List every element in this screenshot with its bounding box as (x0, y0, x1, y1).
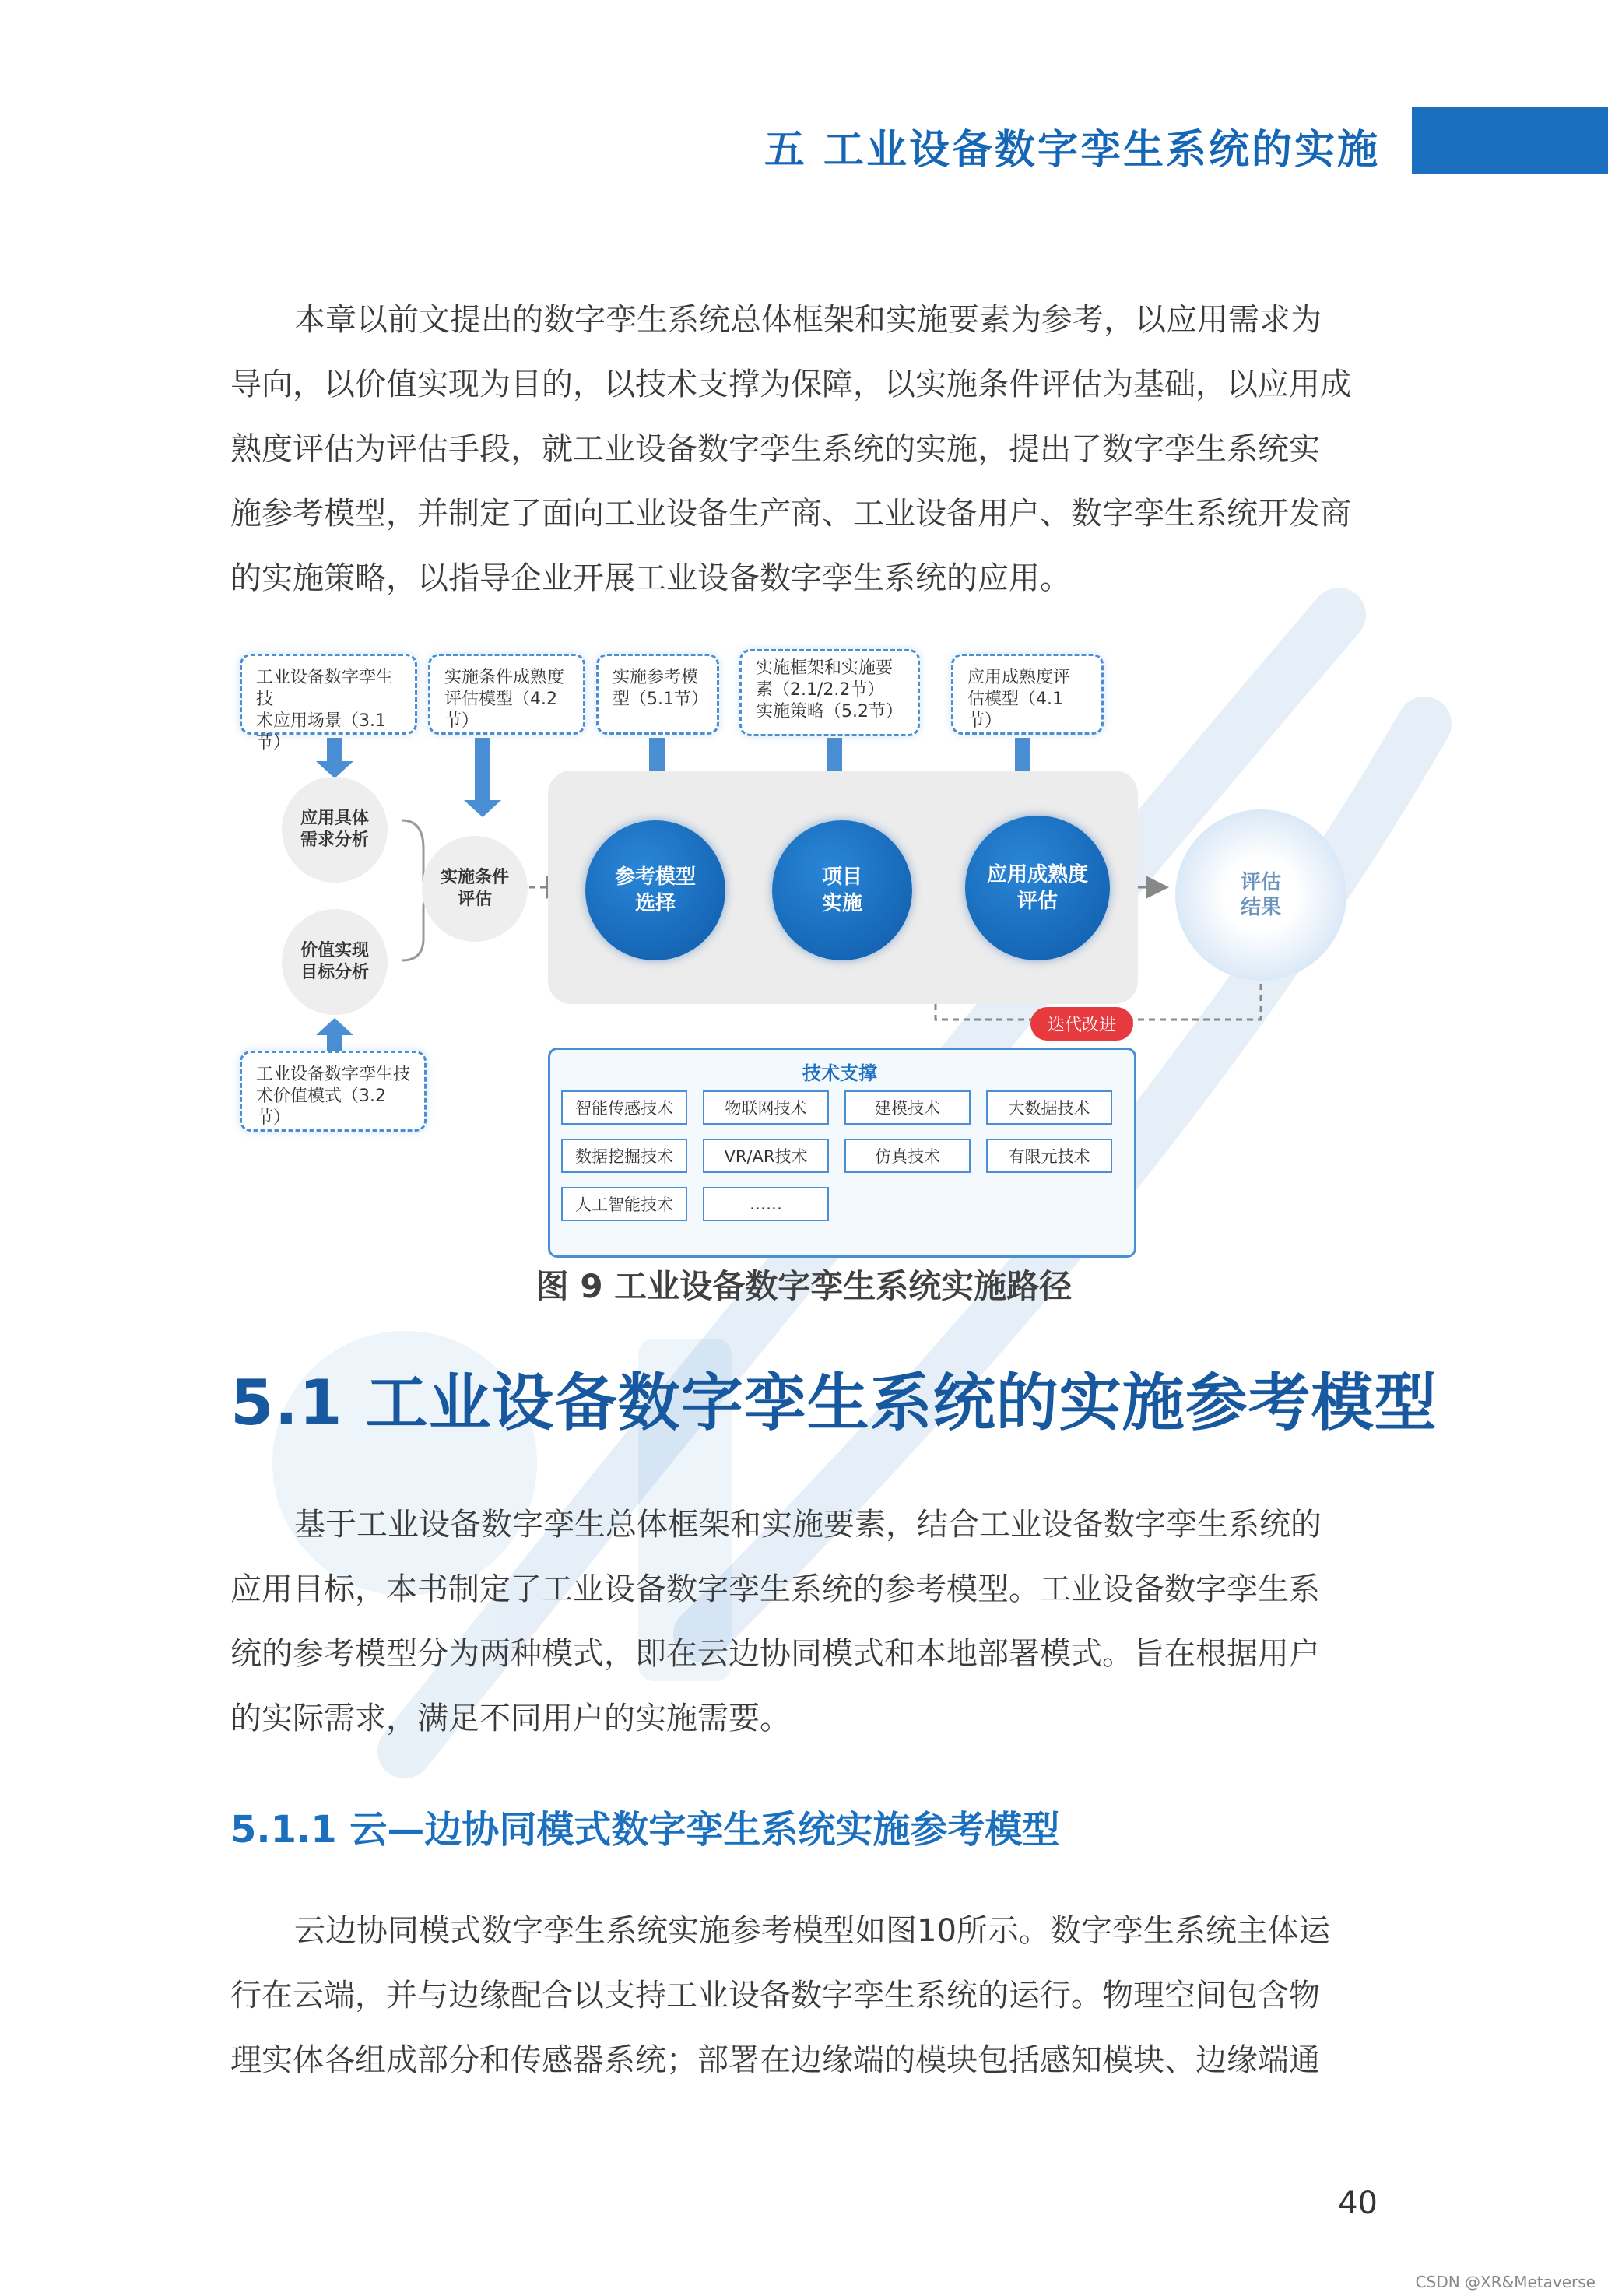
circle-text: 目标分析 (300, 963, 369, 982)
circle-maturity-evaluation (965, 816, 1110, 960)
chapter-title: 五 工业设备数字孪生系统的实施 (764, 127, 1380, 174)
chapter-color-bar (1412, 107, 1608, 174)
circle-condition-evaluation (422, 836, 528, 942)
box-text: 估模型（4.1节） (967, 690, 1063, 731)
iteration-badge: 迭代改进 (1030, 1007, 1133, 1041)
paragraph-line: 基于工业设备数字孪生总体框架和实施要素，结合工业设备数字孪生系统的 (294, 1507, 1322, 1543)
box-condition-maturity-model (428, 654, 585, 735)
circle-text: 项目 (821, 865, 862, 889)
circle-text: 选择 (634, 892, 676, 915)
paragraph-line: 施参考模型，并制定了面向工业设备生产商、工业设备用户、数字孪生系统开发商 (230, 496, 1351, 532)
paragraph-line: 行在云端，并与边缘配合以支持工业设备数字孪生系统的运行。物理空间包含物 (230, 1978, 1320, 2013)
implementation-path-diagram (230, 646, 1378, 1253)
circle-project-implementation (772, 820, 912, 960)
box-text: 应用成熟度评 (967, 668, 1071, 687)
circle-demand-analysis (282, 777, 388, 883)
circle-text: 需求分析 (300, 830, 369, 850)
paragraph-line: 本章以前文提出的数字孪生系统总体框架和实施要素为参考，以应用需求为 (294, 302, 1322, 338)
box-text: 实施框架和实施要 (756, 658, 894, 678)
paragraph-line: 云边协同模式数字孪生系统实施参考模型如图10所示。数字孪生系统主体运 (294, 1913, 1330, 1949)
paragraph-line: 应用目标，本书制定了工业设备数字孪生系统的参考模型。工业设备数字孪生系 (230, 1571, 1320, 1607)
box-application-maturity-model (951, 654, 1104, 735)
circle-text: 实施条件 (440, 868, 509, 887)
box-text: 评估模型（4.2节） (444, 690, 557, 731)
tech-item: …… (703, 1187, 829, 1221)
tech-item: 智能传感技术 (561, 1090, 687, 1125)
tech-item: 数据挖掘技术 (561, 1139, 687, 1173)
subsection-heading: 5.1.1 云—边协同模式数字孪生系统实施参考模型 (230, 1808, 1060, 1852)
tech-item: 物联网技术 (703, 1090, 829, 1125)
section-paragraph (230, 1493, 1378, 1751)
box-application-scenarios (240, 654, 417, 753)
page-number: 40 (1338, 2185, 1378, 2221)
circle-text: 应用具体 (300, 809, 369, 828)
box-text: 工业设备数字孪生技 (256, 1065, 411, 1084)
box-text: 素（2.1/2.2节） (756, 680, 885, 700)
circle-text: 评估 (457, 890, 492, 909)
box-text: 实施参考模 (613, 668, 699, 687)
circle-text: 评估 (1240, 871, 1281, 894)
circle-evaluation-result (1175, 809, 1346, 981)
circle-text: 评估 (1016, 890, 1058, 913)
box-reference-model (596, 654, 719, 735)
box-value-mode (240, 1051, 427, 1132)
paragraph-line: 统的参考模型分为两种模式，即在云边协同模式和本地部署模式。旨在根据用户 (230, 1636, 1320, 1672)
tech-support-panel (548, 1048, 1136, 1258)
tech-support-title: 技术支撑 (802, 1062, 877, 1084)
intro-paragraph (230, 288, 1378, 611)
box-framework-elements (739, 649, 920, 736)
box-text: 术价值模式（3.2节） (256, 1087, 386, 1128)
circle-text: 价值实现 (300, 941, 369, 960)
box-text: 实施策略（5.2节） (756, 702, 903, 721)
figure-caption: 图 9 工业设备数字孪生系统实施路径 (535, 1267, 1073, 1305)
box-text: 型（5.1节） (613, 690, 708, 709)
circle-value-analysis (282, 909, 388, 1015)
tech-item: 建模技术 (844, 1090, 971, 1125)
circle-text: 应用成熟度 (986, 863, 1088, 886)
circle-text: 结果 (1240, 896, 1281, 919)
circle-text: 参考模型 (614, 865, 696, 889)
box-text: 工业设备数字孪生技 (256, 668, 394, 709)
source-watermark: CSDN @XR&Metaverse (1415, 2273, 1596, 2291)
circle-reference-model-selection (585, 820, 725, 960)
paragraph-line: 导向，以价值实现为目的，以技术支撑为保障，以实施条件评估为基础，以应用成 (230, 367, 1351, 402)
box-text: 术应用场景（3.1节） (256, 711, 386, 753)
circle-text: 实施 (821, 892, 862, 915)
tech-item: 大数据技术 (986, 1090, 1112, 1125)
paragraph-line: 的实施策略，以指导企业开展工业设备数字孪生系统的应用。 (230, 560, 1071, 596)
paragraph-line: 熟度评估为评估手段，就工业设备数字孪生系统的实施，提出了数字孪生系统实 (230, 431, 1320, 467)
box-text: 实施条件成熟度 (444, 668, 565, 687)
section-heading: 5.1 工业设备数字孪生系统的实施参考模型 (230, 1367, 1438, 1439)
tech-item: 仿真技术 (844, 1139, 971, 1173)
tech-item: 有限元技术 (986, 1139, 1112, 1173)
subsection-paragraph (230, 1899, 1378, 2093)
tech-item: 人工智能技术 (561, 1187, 687, 1221)
paragraph-line: 理实体各组成部分和传感器系统；部署在边缘端的模块包括感知模块、边缘端通 (230, 2042, 1320, 2078)
tech-item: VR/AR技术 (703, 1139, 829, 1173)
paragraph-line: 的实际需求，满足不同用户的实施需要。 (230, 1701, 791, 1736)
